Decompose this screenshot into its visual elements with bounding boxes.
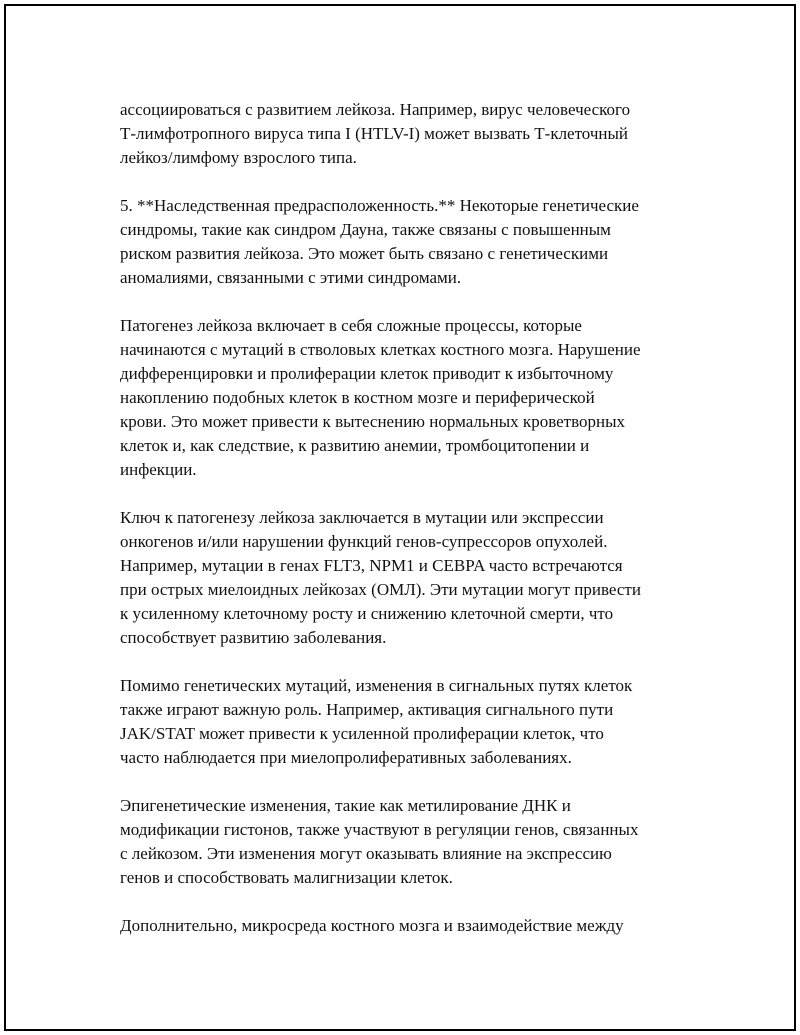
text-line: Эпигенетические изменения, такие как метилирование ДНК и bbox=[120, 796, 571, 815]
paragraph bbox=[120, 914, 690, 938]
text-line: при острых миелоидных лейкозах (ОМЛ). Эти мутации могут привести bbox=[120, 580, 641, 599]
text-line: с лейкозом. Эти изменения могут оказывать влияние на экспрессию bbox=[120, 844, 612, 863]
text-line: JAK/STAT может привести к усиленной пролиферации клеток, что bbox=[120, 724, 604, 743]
text-line: риском развития лейкоза. Это может быть связано с генетическими bbox=[120, 244, 609, 263]
text-line: способствует развитию заболевания. bbox=[120, 628, 387, 647]
paragraph bbox=[120, 674, 690, 770]
text-line: также играют важную роль. Например, активация сигнального пути bbox=[120, 700, 614, 719]
text-line: Дополнительно, микросреда костного мозга и взаимодействие между bbox=[120, 916, 624, 935]
text-line: крови. Это может привести к вытеснению нормальных кроветворных bbox=[120, 412, 626, 431]
text-line: Патогенез лейкоза включает в себя сложные процессы, которые bbox=[120, 316, 582, 335]
text-line: ассоциироваться с развитием лейкоза. Например, вирус человеческого bbox=[120, 100, 631, 119]
text-line: накоплению подобных клеток в костном мозге и периферической bbox=[120, 388, 595, 407]
text-line: модификации гистонов, также участвуют в регуляции генов, связанных bbox=[120, 820, 639, 839]
paragraph bbox=[120, 506, 690, 650]
text-line: онкогенов и/или нарушении функций генов-супрессоров опухолей. bbox=[120, 532, 608, 551]
text-line: Ключ к патогенезу лейкоза заключается в мутации или экспрессии bbox=[120, 508, 604, 527]
text-line: к усиленному клеточному росту и снижению клеточной смерти, что bbox=[120, 604, 614, 623]
text-line: 5. **Наследственная предрасположенность.** Некоторые генетические bbox=[120, 196, 639, 215]
text-line: клеток и, как следствие, к развитию анемии, тромбоцитопении и bbox=[120, 436, 590, 455]
text-line: лейкоз/лимфому взрослого типа. bbox=[120, 148, 357, 167]
text-line: Например, мутации в генах FLT3, NPM1 и CEBPA часто встречаются bbox=[120, 556, 623, 575]
paragraph bbox=[120, 314, 690, 482]
paragraph bbox=[120, 98, 690, 170]
text-line: Т-лимфотропного вируса типа I (HTLV-I) может вызвать Т-клеточный bbox=[120, 124, 629, 143]
paragraph bbox=[120, 194, 690, 290]
document-page bbox=[4, 4, 796, 1031]
text-line: Помимо генетических мутаций, изменения в сигнальных путях клеток bbox=[120, 676, 633, 695]
text-line: инфекции. bbox=[120, 460, 197, 479]
text-line: синдромы, такие как синдром Дауна, также связаны с повышенным bbox=[120, 220, 611, 239]
document-body bbox=[120, 98, 690, 962]
text-line: дифференцировки и пролиферации клеток приводит к избыточному bbox=[120, 364, 614, 383]
text-line: аномалиями, связанными с этими синдромами. bbox=[120, 268, 462, 287]
text-line: генов и способствовать малигнизации клеток. bbox=[120, 868, 453, 887]
text-line: начинаются с мутаций в стволовых клетках костного мозга. Нарушение bbox=[120, 340, 641, 359]
paragraph bbox=[120, 794, 690, 890]
text-line: часто наблюдается при миелопролиферативных заболеваниях. bbox=[120, 748, 572, 767]
